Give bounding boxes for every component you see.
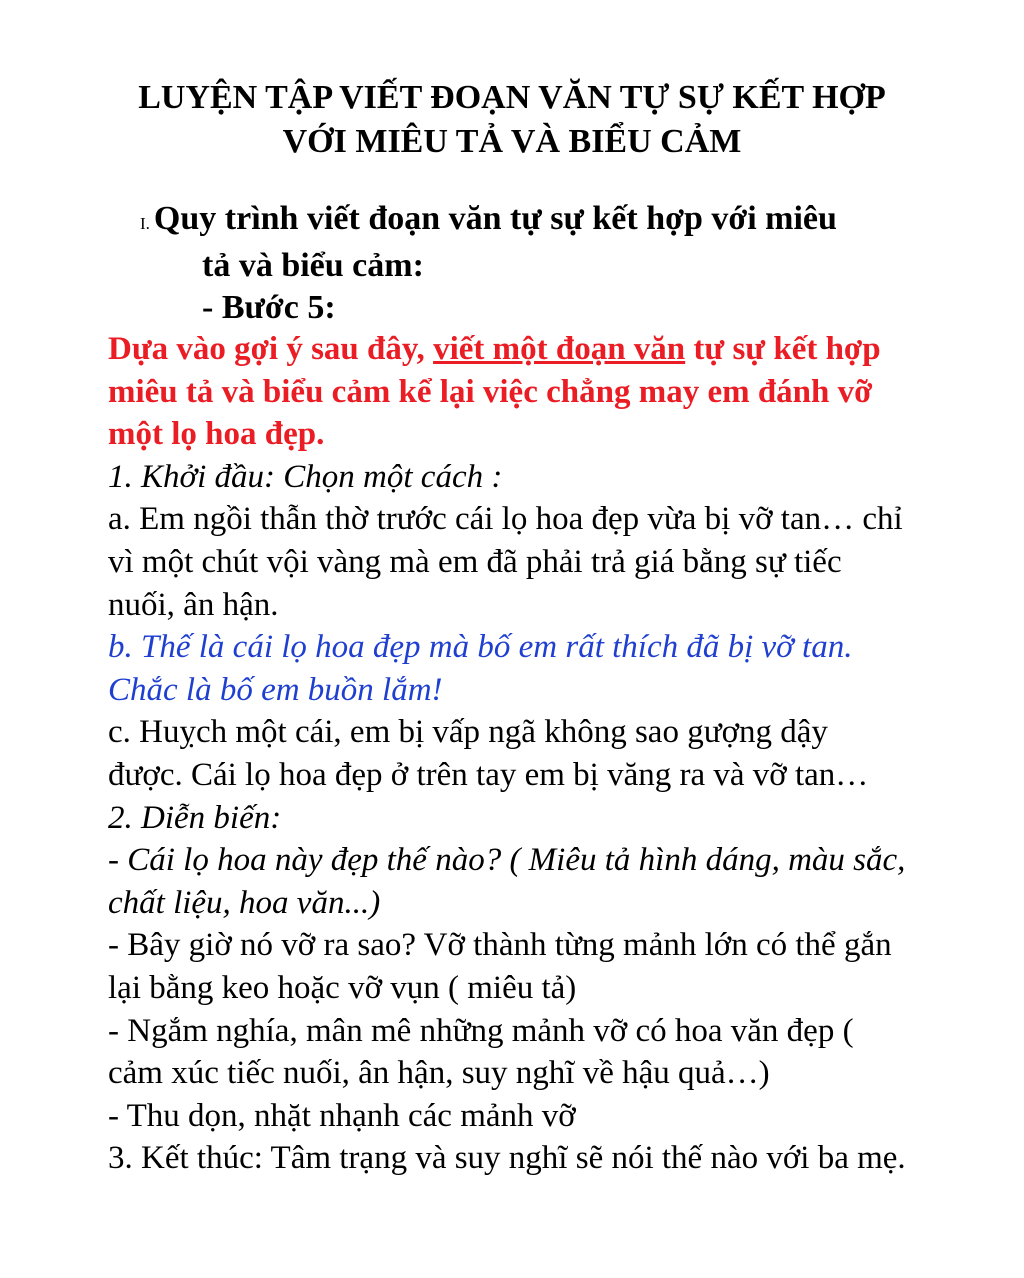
section-number: I. bbox=[140, 214, 150, 233]
development-item-1: - Cái lọ hoa này đẹp thế nào? ( Miêu tả hình dáng, màu sắc, chất liệu, hoa văn...) bbox=[108, 842, 906, 921]
development-item-3: - Ngắm nghía, mân mê những mảnh vỡ có hoa văn đẹp ( cảm xúc tiếc nuối, ân hận, suy nghĩ về hậu quả…) bbox=[108, 1012, 854, 1092]
section-heading-line-2: tả và biểu cảm: bbox=[202, 247, 424, 284]
document-title bbox=[0, 76, 1024, 164]
task-instruction bbox=[108, 328, 908, 456]
task-text-pre: Dựa vào gợi ý sau đây, bbox=[108, 331, 434, 367]
option-b: b. Thế là cái lọ hoa đẹp mà bố em rất thích đã bị vỡ tan. Chắc là bố em buồn lắm! bbox=[108, 629, 853, 708]
title-line-2: VỚI MIÊU TẢ VÀ BIỂU CẢM bbox=[282, 123, 742, 160]
title-line-1: LUYỆN TẬP VIẾT ĐOẠN VĂN TỰ SỰ KẾT HỢP bbox=[138, 79, 886, 116]
development-item-4: - Thu dọn, nhặt nhạnh các mảnh vỡ bbox=[108, 1097, 576, 1134]
task-text-post: tự sự kết hợp miêu tả và biểu cảm kể lại việc chẳng may em đánh vỡ một lọ hoa đẹp. bbox=[108, 331, 881, 453]
task-text-underlined: viết một đoạn văn bbox=[433, 331, 686, 367]
section-heading-line-1: Quy trình viết đoạn văn tự sự kết hợp với miêu bbox=[153, 200, 837, 237]
step-label: - Bước 5: bbox=[202, 289, 336, 326]
document-body bbox=[108, 328, 908, 1180]
option-a: a. Em ngồi thẫn thờ trước cái lọ hoa đẹp vừa bị vỡ tan… chỉ vì một chút vội vàng mà em đã phải trả giá bằng sự tiếc nuối, ân hận. bbox=[108, 501, 903, 623]
section-heading bbox=[140, 198, 920, 329]
development-label: 2. Diễn biến: bbox=[108, 799, 282, 836]
development-item-2: - Bây giờ nó vỡ ra sao? Vỡ thành từng mảnh lớn có thể gắn lại bằng keo hoặc vỡ vụn ( miêu tả) bbox=[108, 927, 892, 1006]
opening-label: 1. Khởi đầu: Chọn một cách : bbox=[108, 458, 503, 495]
ending-item: 3. Kết thúc: Tâm trạng và suy nghĩ sẽ nói thế nào với ba mẹ. bbox=[108, 1140, 906, 1177]
option-c: c. Huỵch một cái, em bị vấp ngã không sao gượng dậy được. Cái lọ hoa đẹp ở trên tay em bị văng ra và vỡ tan… bbox=[108, 714, 869, 793]
